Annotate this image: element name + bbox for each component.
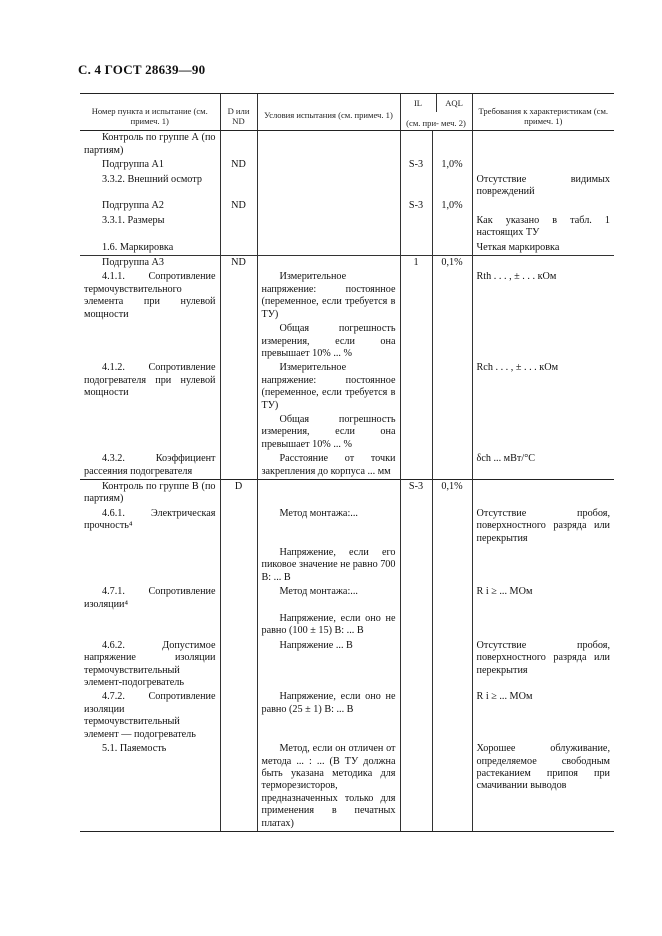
col-header-il-aql (400, 94, 472, 131)
cell-dnd (220, 173, 257, 200)
cell-aql (432, 546, 472, 585)
table-row (80, 639, 614, 691)
col-header-il-aql-note: (см. при- меч. 2) (406, 118, 466, 128)
cell-req: Хорошее облуживание, определяемое свободным растеканием припоя при смачивании выводов (472, 742, 614, 831)
cell-req (472, 131, 614, 158)
cell-il (400, 361, 432, 413)
cell-req: Отсутствие видимых повреждений (472, 173, 614, 200)
cell-req: Rth . . . , ± . . . кОм (472, 270, 614, 322)
cell-req (472, 158, 614, 172)
cell-cond (257, 158, 400, 172)
table-row (80, 742, 614, 831)
table-row (80, 322, 614, 361)
cell-cond: Расстояние от точки закрепления до корпуса ... мм (257, 452, 400, 479)
cell-item: Контроль по группе А (по партиям) (80, 131, 220, 158)
cell-cond: Метод монтажа:... (257, 507, 400, 546)
cell-dnd (220, 270, 257, 322)
cell-cond: Метод, если он отличен от метода ... : ... (В ТУ должна быть указана методика для терморезисторов, предназначенных только для применения в печатных платах) (257, 742, 400, 831)
cell-cond (257, 241, 400, 256)
table-row (80, 546, 614, 585)
cell-il (400, 173, 432, 200)
cell-aql (432, 241, 472, 256)
cell-dnd: ND (220, 199, 257, 213)
cell-dnd: D (220, 479, 257, 506)
table-row (80, 270, 614, 322)
cell-item: 4.7.2. Сопротивление изоляции термочувствительный элемент — подогреватель (84, 691, 216, 740)
cell-dnd (220, 585, 257, 612)
table-row (80, 479, 614, 506)
table-row (80, 199, 614, 213)
cell-req: δch ... мВт/°С (472, 452, 614, 479)
cell-aql: 0,1% (432, 256, 472, 271)
cell-cond: Напряжение, если его пиковое значение не равно 700 В: ... В (257, 546, 400, 585)
cell-item (80, 546, 220, 585)
cell-cond: Метод монтажа:... (257, 585, 400, 612)
table-header-row (80, 94, 614, 131)
table-row (80, 361, 614, 413)
cell-dnd: ND (220, 158, 257, 172)
table-row (80, 241, 614, 256)
table-row (80, 131, 614, 158)
cell-req: Четкая маркировка (472, 241, 614, 256)
table-row (80, 173, 614, 200)
cell-dnd (220, 742, 257, 831)
cell-cond: Измерительное напряжение: постоянное (переменное, если требуется в ТУ) (257, 361, 400, 413)
cell-il (400, 639, 432, 691)
cell-il (400, 452, 432, 479)
cell-il (400, 690, 432, 742)
cell-dnd (220, 131, 257, 158)
cell-req (472, 322, 614, 361)
cell-dnd (220, 612, 257, 639)
cell-cond: Напряжение, если оно не равно (100 ± 15) В: ... В (257, 612, 400, 639)
cell-req: Как указано в табл. 1 настоящих ТУ (472, 214, 614, 241)
cell-req: Отсутствие пробоя, поверхностного разряда или перекрытия (472, 507, 614, 546)
cell-il (400, 413, 432, 452)
cell-req (472, 413, 614, 452)
cell-aql (432, 173, 472, 200)
cell-aql: 0,1% (432, 479, 472, 506)
cell-il (400, 612, 432, 639)
cell-il (400, 131, 432, 158)
table-row (80, 413, 614, 452)
cell-il (400, 507, 432, 546)
cell-aql (432, 507, 472, 546)
cell-cond: Общая погрешность измерения, если она превышает 10% ... % (257, 322, 400, 361)
cell-item: Контроль по группе В (по партиям) (80, 479, 220, 506)
cell-il: S-3 (400, 158, 432, 172)
cell-cond (257, 173, 400, 200)
cell-item: Подгруппа А1 (102, 159, 164, 171)
table-row (80, 585, 614, 612)
cell-aql: 1,0% (432, 158, 472, 172)
cell-dnd (220, 639, 257, 691)
cell-dnd (220, 322, 257, 361)
table-row (80, 690, 614, 742)
table-row (80, 256, 614, 271)
cell-aql (432, 690, 472, 742)
cell-req: Rch . . . , ± . . . кОм (472, 361, 614, 413)
cell-cond: Общая погрешность измерения, если она превышает 10% ... % (257, 413, 400, 452)
cell-il: 1 (400, 256, 432, 271)
cell-req (472, 612, 614, 639)
table-row (80, 452, 614, 479)
cell-item: 4.7.1. Сопротивление изоляции⁴ (84, 586, 216, 610)
cell-item: 4.1.1. Сопротивление термочувствительного элемента при нулевой мощности (84, 271, 216, 320)
cell-item: 4.1.2. Сопротивление подогревателя при нулевой мощности (84, 362, 216, 399)
cell-cond (257, 214, 400, 241)
table-row (80, 507, 614, 546)
cell-dnd (220, 507, 257, 546)
cell-aql (432, 361, 472, 413)
cell-req: R i ≥ ... МОм (472, 585, 614, 612)
cell-item: 1.6. Маркировка (102, 241, 174, 253)
cell-aql (432, 131, 472, 158)
cell-dnd (220, 361, 257, 413)
cell-req (472, 199, 614, 213)
cell-item (80, 322, 220, 361)
test-table (80, 93, 614, 832)
cell-il (400, 270, 432, 322)
cell-aql (432, 214, 472, 241)
cell-dnd (220, 214, 257, 241)
cell-cond: Напряжение, если оно не равно (25 ± 1) В: ... В (257, 690, 400, 742)
cell-dnd (220, 413, 257, 452)
cell-aql (432, 612, 472, 639)
cell-req: R i ≥ ... МОм (472, 690, 614, 742)
cell-cond (257, 256, 400, 271)
cell-il: S-3 (400, 199, 432, 213)
table-body (80, 131, 614, 832)
table-row (80, 612, 614, 639)
cell-cond: Напряжение ... В (257, 639, 400, 691)
cell-il (400, 241, 432, 256)
col-header-conditions: Условия испытания (см. примеч. 1) (257, 94, 400, 131)
col-header-il: IL (401, 94, 437, 112)
cell-il (400, 322, 432, 361)
col-header-requirements: Требования к характеристикам (см. примеч. 1) (472, 94, 614, 131)
col-header-dnd: D или ND (220, 94, 257, 131)
cell-aql (432, 322, 472, 361)
cell-req (472, 479, 614, 506)
cell-aql (432, 413, 472, 452)
cell-dnd: ND (220, 256, 257, 271)
cell-cond (257, 199, 400, 213)
cell-item: Подгруппа А3 (80, 256, 220, 271)
cell-aql: 1,0% (432, 199, 472, 213)
cell-item: 4.6.1. Электрическая прочность⁴ (84, 507, 216, 532)
cell-dnd (220, 241, 257, 256)
cell-il (400, 214, 432, 241)
cell-dnd (220, 452, 257, 479)
cell-req (472, 546, 614, 585)
cell-item: Подгруппа А2 (102, 200, 164, 212)
page-header: С. 4 ГОСТ 28639—90 (78, 62, 206, 77)
cell-aql (432, 742, 472, 831)
cell-item: 4.3.2. Коэффициент рассеяния подогревателя (84, 453, 216, 477)
cell-req: Отсутствие пробоя, поверхностного разряда или перекрытия (472, 639, 614, 691)
cell-cond (257, 131, 400, 158)
col-header-aql: AQL (445, 98, 463, 108)
cell-req (472, 256, 614, 271)
cell-item: 5.1. Паяемость (80, 742, 220, 831)
cell-aql (432, 585, 472, 612)
table-row (80, 158, 614, 172)
cell-item: 3.3.2. Внешний осмотр (102, 173, 202, 185)
cell-cond: Измерительное напряжение: постоянное (переменное, если требуется в ТУ) (257, 270, 400, 322)
table-row (80, 214, 614, 241)
cell-item: 3.3.1. Размеры (102, 214, 165, 226)
cell-item (80, 612, 220, 639)
cell-il (400, 546, 432, 585)
col-header-item: Номер пункта и испытание (см. примеч. 1) (80, 94, 220, 131)
cell-il: S-3 (400, 479, 432, 506)
cell-item (80, 413, 220, 452)
cell-dnd (220, 546, 257, 585)
cell-aql (432, 270, 472, 322)
cell-cond (257, 479, 400, 506)
cell-aql (432, 452, 472, 479)
cell-il (400, 742, 432, 831)
cell-il (400, 585, 432, 612)
cell-aql (432, 639, 472, 691)
cell-dnd (220, 690, 257, 742)
cell-item: 4.6.2. Допустимое напряжение изоляции термочувствительный элемент-подогреватель (84, 639, 216, 689)
